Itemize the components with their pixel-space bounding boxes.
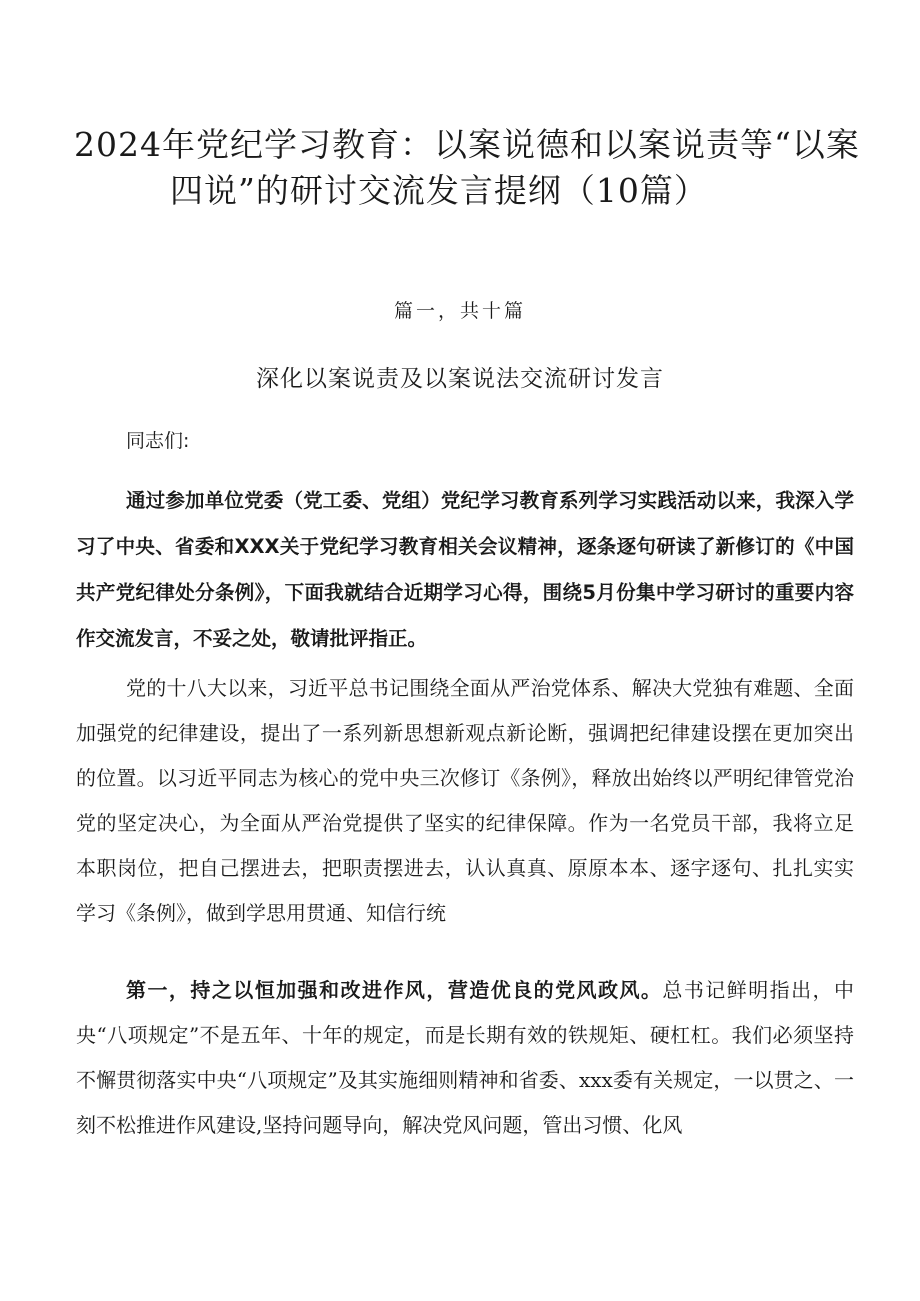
first-point-paragraph bbox=[76, 968, 854, 1148]
document-title-line-2: 四说”的研讨交流发言提纲（10篇） bbox=[170, 171, 708, 210]
section-label: 篇一，共十篇 bbox=[393, 300, 526, 322]
greeting: 同志们: bbox=[126, 430, 190, 452]
document-title bbox=[74, 122, 864, 214]
intro-paragraph: 通过参加单位党委（党工委、党组）党纪学习教育系列学习实践活动以来，我深入学习了中央、省委和XXX关于党纪学习教育相关会议精神，逐条逐句研读了新修订的《中国共产党纪律处分条例》，下面我就结合近期学习心得，围绕5月份集中学习研讨的重要内容作交流发言，不妥之处，敬请批评指正。 bbox=[76, 489, 854, 650]
first-point-lead: 第一，持之以恒加强和改进作风，营造优良的党风政风。 bbox=[126, 978, 663, 1002]
first-point-text: 总书记鲜明指出，中央“八项规定”不是五年、十年的规定，而是长期有效的铁规矩、硬杠杠。我们必须坚持不懈贯彻落实中央“八项规定”及其实施细则精神和省委、xxx委有关规定，一以贯之、一刻不松推进作风建设,坚持问题导向，解决党风问题，管出习惯、化风 bbox=[76, 978, 855, 1137]
document-title-line-1: 2024年党纪学习教育：以案说德和以案说责等“以案 bbox=[74, 125, 860, 164]
body-paragraph: 党的十八大以来，习近平总书记围绕全面从严治党体系、解决大党独有难题、全面加强党的纪律建设，提出了一系列新思想新观点新论断，强调把纪律建设摆在更加突出的位置。以习近平同志为核心的党中央三次修订《条例》，释放出始终以严明纪律管党治党的坚定决心，为全面从严治党提供了坚实的纪律保障。作为一名党员干部，我将立足本职岗位，把自己摆进去，把职责摆进去，认认真真、原原本本、逐字逐句、扎扎实实学习《条例》，做到学思用贯通、知信行统 bbox=[76, 676, 854, 925]
speech-title: 深化以案说责及以案说法交流研讨发言 bbox=[256, 366, 664, 392]
